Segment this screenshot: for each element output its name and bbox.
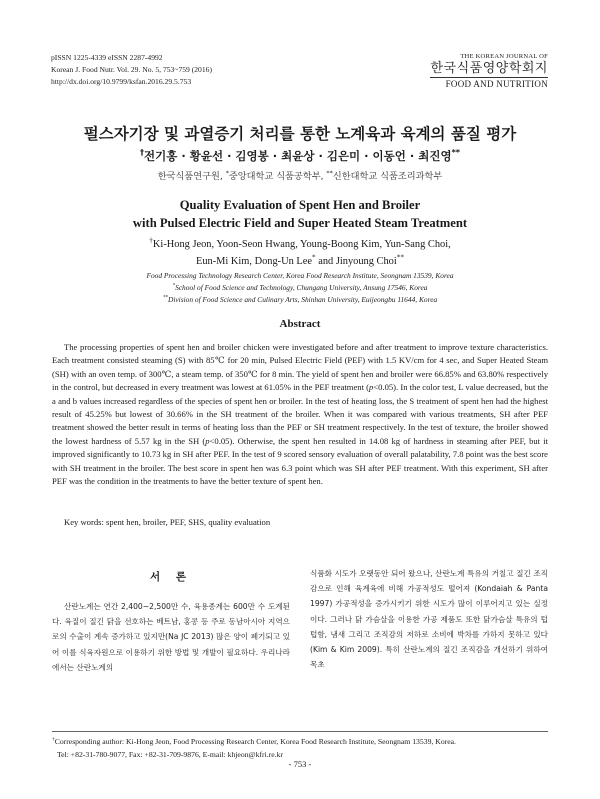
abstract-heading: Abstract [279,318,321,330]
authors-english-line2a: Eun-Mi Kim, Dong-Un Lee [195,256,312,267]
title-korean: 펄스자기장 및 과열증기 처리를 통한 노계육과 육계의 품질 평가 [83,125,517,143]
affiliation-en-2: School of Food Science and Technology, Chungang University, Ansung 17546, Korea [175,283,428,292]
issn-line: pISSN 1225-4339 eISSN 2287-4992 [51,53,163,62]
authors-korean-text: 전기홍 · 황윤선 · 김영봉 · 최윤상 · 김은미 · 이동언 · 최진영 [144,149,452,163]
footnote-divider [52,731,548,732]
abstract-p-symbol-2: p [205,435,210,446]
journal-name-ko: 한국식품영양학회지 [430,61,548,76]
abstract-text-3: <0.05). Otherwise, the spent hen resulted in 14.08 kg of hardness in steaming after PEF, but it improved significantly to 10.73 kg in SH after PEF. In the test of 9 scored sensory evaluation of overall palatability, 7.8 point was the best score with SH treatment in the broiler. The best score in spent hen was 6.3 point which was SH after PEF treatment. With this experiment, SH after PEF was the condition in the treatments to have the better texture of spent hen. [52,435,548,487]
affiliation-en-3: Division of Food Science and Culinary Arts, Shinhan University, Euijeongbu 11644, Korea [167,295,438,304]
journal-logo [430,52,548,89]
affiliation-ko-1: 한국식품연구원, [157,171,223,182]
abstract-p-symbol-1: p [369,382,374,393]
body-column-right: 식품화 시도가 오랫동안 되어 왔으나, 산란노계 특유의 거칠고 질긴 조직감으로 인해 육계육에 비해 가공적성도 떨어져 (Kondaiah & Panta 1997) 가공적성을 증가시키기 위한 시도가 많이 이루어지고 있는 실정이다. 그러나 닭 가슴살을 이용한 가공 제품도 또한 닭가슴살 특유의 텁텁함, 냄새 그리고 조직감의 저하로 소비에 박차를 가하지 못하고 있다(Kim & Kim 2009). 특히 산란노계의 질긴 조직감을 개선하기 위하여 목초 [310,569,548,670]
authors-korean: †전기홍 · 황윤선 · 김영봉 · 최윤상 · 김은미 · 이동언 · 최진영** [140,148,460,163]
footnote-line2: Tel: +82-31-780-9077, Fax: +82-31-709-9876, E-mail: khjeon@kfri.re.kr [57,749,283,759]
abstract-body [52,341,548,488]
authors-english-line1: Ki-Hong Jeon, Yoon-Seon Hwang, Young-Boong Kim, Yun-Sang Choi, [152,239,451,250]
page-number: - 753 - [288,759,312,769]
affiliations-english: Food Processing Technology Research Center, Korea Food Research Institute, Seongnam 13539, Korea *School of Food Science and Technology, Chungang University, Ansung 17546, Korea **Division of Food Science and Culinary Arts, Shinhan University, Euijeongbu 11644, Korea [0,270,600,306]
body-column-left: 산란노계는 연간 2,400~2,500만 수, 육용종계는 600만 수 도계된다. 육질이 질긴 닭을 선호하는 베트남, 홍콩 등 주로 동남아시아 지역으로의 수출이 계속 증가하고 있지만(Na JC 2013) 많은 양이 폐기되고 있어 이를 식육자원으로 이용하기 위한 방법 및 개발이 필요하다. 우리나라에서는 산란노계의 [52,602,290,672]
abstract-text-2: <0.05). In the color test, L value decreased, but the a and b values increased regardless of the species of spent hen or broiler. In the test of heating loss, the S treatment of spent hen had the highest result of 45.25% but lowest of 30.66% in the SH treatment of the broiler. When it was compared with various treatments, SH after PEF treatment showed the better result in terms of heating loss than the PEF or SH treatment respectively. In the test of texture, the broiler showed the lowest hardness of 5.57 kg in the SH ( [52,382,549,446]
journal-name-en-bottom: FOOD AND NUTRITION [430,77,548,89]
footnote-line1: Corresponding author: Ki-Hong Jeon, Food Processing Research Center, Korea Food Research Institute, Seongnam 13539, Korea. [54,737,456,746]
authors-english: †Ki-Hong Jeon, Yoon-Seon Hwang, Young-Boong Kim, Yun-Sang Choi, Eun-Mi Kim, Dong-Un Lee* and Jinyoung Choi** [149,236,451,267]
title-english-line1: Quality Evaluation of Spent Hen and Broiler [179,198,421,212]
authors-english-line2b: and Jinyoung Choi [315,256,397,267]
section-heading-introduction: 서 론 [150,571,192,583]
affiliation-en-1: Food Processing Technology Research Center, Korea Food Research Institute, Seongnam 13539, Korea [146,271,454,280]
title-english-line2: with Pulsed Electric Field and Super Heated Steam Treatment [132,216,468,230]
journal-name-en-top: THE KOREAN JOURNAL OF [460,53,548,60]
affiliations-korean: 한국식품연구원, *중앙대학교 식품공학부, **신한대학교 식품조리과학부 [157,168,443,182]
citation-line: Korean J. Food Nutr. Vol. 29. No. 5, 753~759 (2016) [51,65,212,74]
corresponding-author-footnote: †Corresponding author: Ki-Hong Jeon, Food Processing Research Center, Korea Food Research Institute, Seongnam 13539, Korea. Tel: +82-31-780-9077, Fax: +82-31-709-9876, E-mail: khjeon@kfri.re.kr [52,736,548,761]
affiliation-ko-2: 중앙대학교 식품공학부, [228,171,324,182]
keywords: Key words: spent hen, broiler, PEF, SHS, quality evaluation [64,517,271,527]
title-english [0,196,600,232]
publication-header [51,52,212,88]
affiliation-ko-3: 신한대학교 식품조리과학부 [332,171,443,182]
doi-link[interactable]: http://dx.doi.org/10.9799/ksfan.2016.29.5.753 [51,77,192,86]
abstract-text-1: The processing properties of spent hen and broiler chicken were investigated before and after treatment to improve texture characteristics. Each treatment consisted steaming (S) with 85℃ for 20 min, Pulsed Electric Field (PEF) with 1.5 KV/cm for 4 sec, and Super Heated Steam (SH) with an oven temp. of 300℃, a steam temp. of 350℃ for 8 min. The yield of spent hen and broiler were 66.85% and 63.80% respectively in the control, but decreased in every treatment was lowest at 61.05% in the PEF treatment ( [52,342,548,393]
